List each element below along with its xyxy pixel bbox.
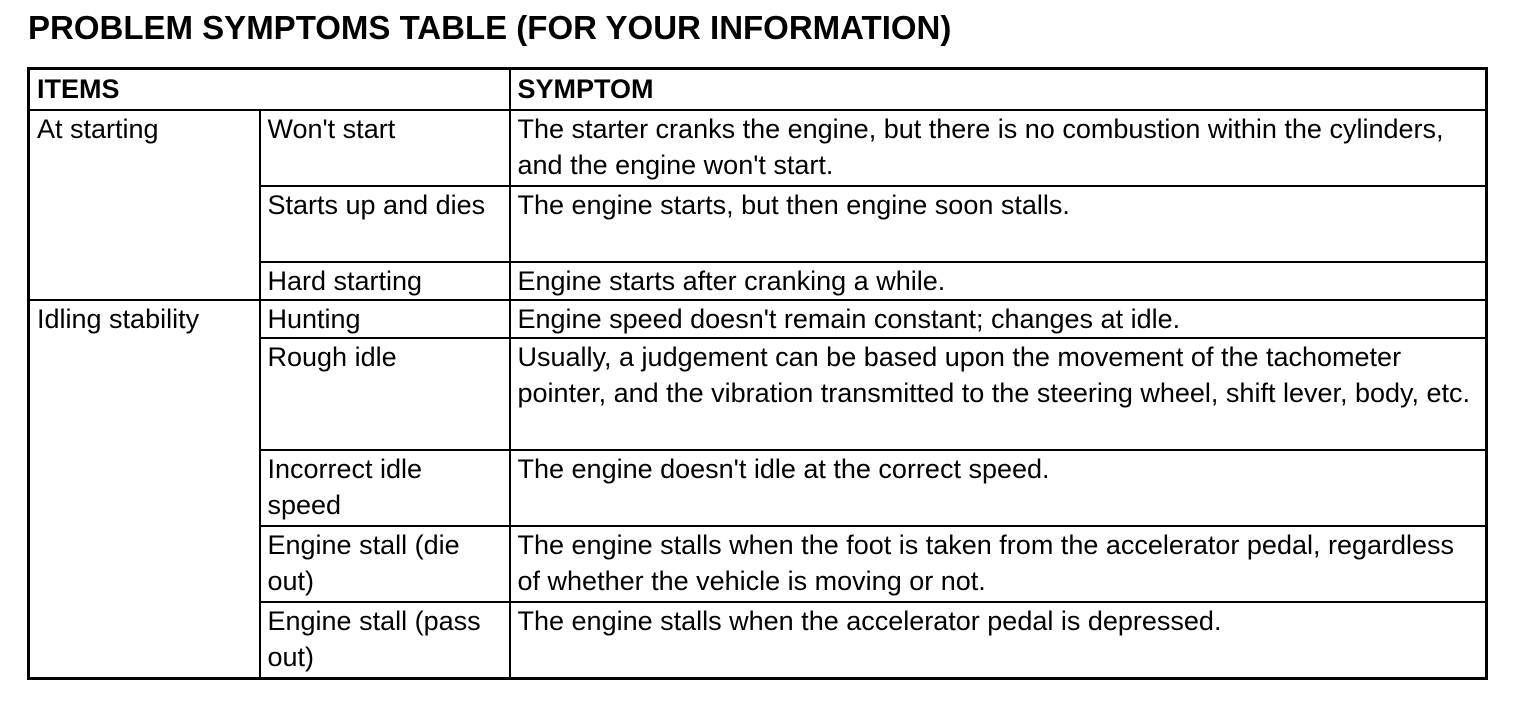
symptom-cell: Engine starts after cranking a while.	[510, 262, 1487, 300]
symptom-cell: The engine doesn't idle at the correct speed.	[510, 450, 1487, 526]
symptom-cell: The starter cranks the engine, but there is no combustion within the cylinders, and the engine won't start.	[510, 110, 1487, 186]
symptom-cell: The engine stalls when the foot is taken from the accelerator pedal, regardless of whether the vehicle is moving or not.	[510, 526, 1487, 602]
table-row	[29, 300, 1487, 338]
symptom-cell: The engine stalls when the accelerator pedal is depressed.	[510, 602, 1487, 679]
item-cell: Hunting	[260, 300, 510, 338]
table-header-row	[29, 69, 1487, 111]
header-symptom: SYMPTOM	[510, 69, 1487, 111]
item-cell: Rough idle	[260, 338, 510, 450]
header-items: ITEMS	[29, 69, 510, 111]
problem-symptoms-table	[27, 67, 1488, 680]
category-cell: Idling stability	[29, 300, 260, 679]
table-row	[29, 110, 1487, 186]
item-cell: Won't start	[260, 110, 510, 186]
symptom-cell: Engine speed doesn't remain constant; changes at idle.	[510, 300, 1487, 338]
symptom-cell: Usually, a judgement can be based upon the movement of the tachometer pointer, and the vibration transmitted to the steering wheel, shift lever, body, etc.	[510, 338, 1487, 450]
page-title: PROBLEM SYMPTOMS TABLE (FOR YOUR INFORMATION)	[28, 9, 952, 46]
item-cell: Hard starting	[260, 262, 510, 300]
item-cell: Engine stall (pass out)	[260, 602, 510, 679]
symptom-cell: The engine starts, but then engine soon stalls.	[510, 186, 1487, 262]
item-cell: Engine stall (die out)	[260, 526, 510, 602]
category-cell: At starting	[29, 110, 260, 300]
item-cell: Starts up and dies	[260, 186, 510, 262]
item-cell: Incorrect idle speed	[260, 450, 510, 526]
